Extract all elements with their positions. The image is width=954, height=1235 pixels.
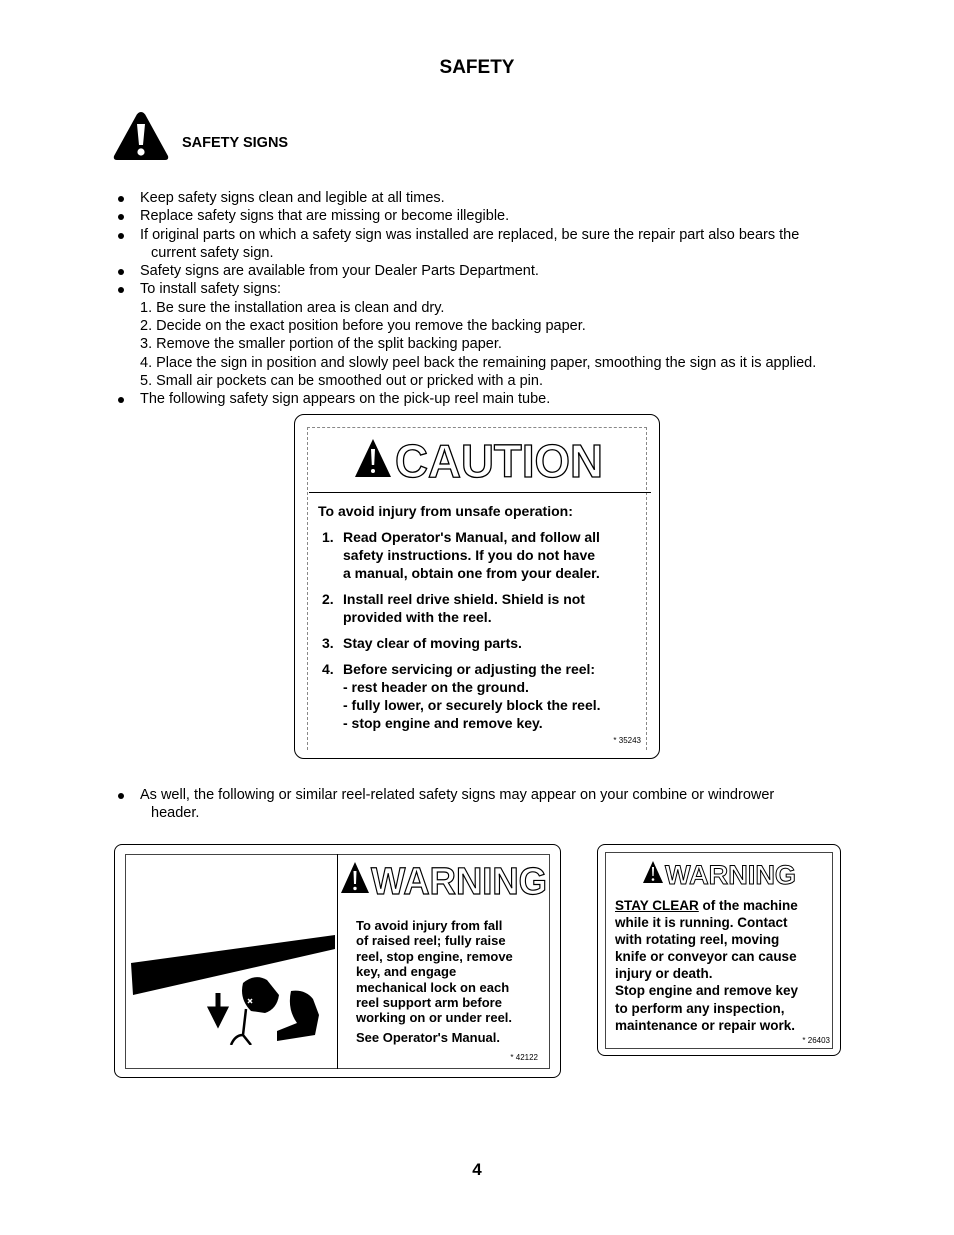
bullet-dot xyxy=(118,214,124,220)
warning-triangle-icon xyxy=(341,862,369,893)
install-step: 1. Be sure the installation area is clean and dry. xyxy=(140,299,445,316)
item-number: 4. xyxy=(322,661,334,677)
warning-triangle-icon xyxy=(643,861,663,883)
warning-line: mechanical lock on each xyxy=(356,979,510,995)
item-line: - fully lower, or securely block the reel. xyxy=(343,697,601,713)
install-step: 4. Place the sign in position and slowly peel back the remaining paper, smoothing the sign as it is applied. xyxy=(140,354,817,371)
sign-part-code: * 42122 xyxy=(510,1053,538,1062)
bullet-dot xyxy=(118,196,124,202)
falling-reel-pictogram xyxy=(127,885,337,1045)
warning-line: reel, stop engine, remove xyxy=(356,948,513,964)
warning-line: key, and engage xyxy=(356,964,457,980)
person-shape xyxy=(277,991,319,1041)
page-number: 4 xyxy=(472,1160,482,1179)
item-line: Before servicing or adjusting the reel: xyxy=(343,661,596,677)
warning-triangle-icon xyxy=(112,110,170,162)
warning-text xyxy=(356,918,546,1026)
warning-line: with rotating reel, moving xyxy=(615,932,780,948)
warning-line: working on or under reel. xyxy=(356,1010,513,1026)
list-item xyxy=(118,390,844,408)
bullet-text: Keep safety signs clean and legible at all times. xyxy=(140,190,445,206)
bullet-text: As well, the following or similar reel-related safety signs may appear on your combine or windrower xyxy=(140,787,775,803)
sign-part-code: * 35243 xyxy=(613,736,641,745)
item-line: Read Operator's Manual, and follow all xyxy=(343,529,600,545)
warning-line: injury or death. xyxy=(615,966,713,982)
warning-line: of raised reel; fully raise xyxy=(356,933,506,949)
down-arrow-icon xyxy=(211,993,225,1023)
bullet-dot xyxy=(118,793,124,799)
item-line: - stop engine and remove key. xyxy=(343,715,543,731)
bullet-text: Replace safety signs that are missing or become illegible. xyxy=(140,208,510,225)
bullet-text: To install safety signs: xyxy=(140,281,282,298)
warning-heading-text: WARNING xyxy=(665,860,796,888)
warning-heading xyxy=(341,859,549,899)
list-item xyxy=(118,280,844,298)
item-number: 1. xyxy=(322,529,334,545)
item-line: Stay clear of moving parts. xyxy=(343,635,522,651)
warning-sign-reel-fall xyxy=(114,844,561,1078)
item-line: Install reel drive shield. Shield is not xyxy=(343,591,585,607)
caution-intro: To avoid injury from unsafe operation: xyxy=(318,503,573,519)
caution-item xyxy=(322,660,642,732)
item-line: provided with the reel. xyxy=(343,609,492,625)
bullet-text: The following safety sign appears on the pick-up reel main tube. xyxy=(140,391,551,408)
list-item xyxy=(118,262,844,280)
caution-heading-text: CAUTION xyxy=(395,437,603,481)
caution-heading xyxy=(355,437,607,481)
warning-line: knife or conveyor can cause xyxy=(615,949,797,965)
warning-line: while it is running. Contact xyxy=(615,915,788,931)
warning-line: To avoid injury from fall xyxy=(356,918,503,933)
reel-signs-bullet xyxy=(118,786,844,823)
warning-heading xyxy=(643,858,798,888)
list-item xyxy=(118,786,844,823)
sign-part-code: * 26403 xyxy=(802,1036,830,1045)
bullet-dot xyxy=(118,397,124,403)
warning-line: Stop engine and remove key xyxy=(615,983,799,999)
install-steps xyxy=(118,299,844,390)
heading-rule xyxy=(309,492,651,493)
item-line: a manual, obtain one from your dealer. xyxy=(343,565,600,581)
sign-divider xyxy=(337,854,338,1069)
see-manual-text: See Operator's Manual. xyxy=(356,1030,500,1045)
install-step: 2. Decide on the exact position before you remove the backing paper. xyxy=(140,318,586,335)
first-line-rest: of the machine xyxy=(698,898,798,913)
warning-sign-stay-clear xyxy=(597,844,841,1056)
bullet-dot xyxy=(118,269,124,275)
item-number: 3. xyxy=(322,635,334,651)
warning-text xyxy=(615,897,835,1034)
caution-list xyxy=(322,528,642,740)
caution-item xyxy=(322,528,642,582)
bullet-dot xyxy=(118,287,124,293)
caution-triangle-icon xyxy=(355,439,391,477)
bullet-continuation: header. xyxy=(151,805,200,822)
bullet-text: Safety signs are available from your Dealer Parts Department. xyxy=(140,263,539,280)
list-item xyxy=(118,226,844,263)
caution-sign xyxy=(294,414,660,759)
reel-bat-shape xyxy=(242,977,279,1013)
item-line: - rest header on the ground. xyxy=(343,679,529,695)
hand-shape xyxy=(231,1009,251,1045)
warning-heading-text: WARNING xyxy=(371,861,547,899)
bullet-dot xyxy=(118,233,124,239)
bullet-continuation: current safety sign. xyxy=(151,244,274,261)
section-title: SAFETY SIGNS xyxy=(182,135,289,151)
item-line: safety instructions. If you do not have xyxy=(343,547,596,563)
caution-item xyxy=(322,634,642,652)
warning-line: maintenance or repair work. xyxy=(615,1017,796,1033)
install-step: 5. Small air pockets can be smoothed out or pricked with a pin. xyxy=(140,372,543,389)
item-number: 2. xyxy=(322,591,334,607)
warning-line xyxy=(615,897,835,914)
caution-item xyxy=(322,590,642,626)
reel-tube-shape xyxy=(131,935,335,995)
install-step: 3. Remove the smaller portion of the split backing paper. xyxy=(140,336,502,353)
page-title: SAFETY xyxy=(439,57,515,78)
warning-line: reel support arm before xyxy=(356,995,502,1011)
bullet-text: If original parts on which a safety sign was installed are replaced, be sure the repair part also bears the xyxy=(140,226,800,243)
list-item xyxy=(118,189,844,207)
safety-bullet-list xyxy=(118,189,844,409)
list-item xyxy=(118,207,844,225)
stay-clear-lead: STAY CLEAR xyxy=(615,898,699,913)
warning-line: to perform any inspection, xyxy=(615,1000,785,1016)
